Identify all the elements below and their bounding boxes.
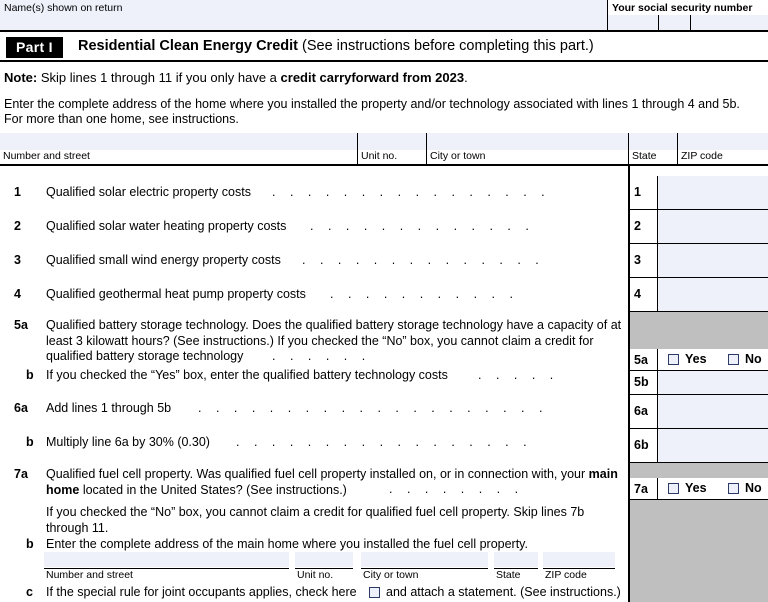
- address-instruction-line1: Enter the complete address of the home where you installed the property and/or technology associated with lines 1 through 4 and 5b.: [4, 97, 740, 111]
- line-5a-text-l1: Qualified battery storage technology. Does the qualified battery storage technology have a capacity of: [46, 318, 608, 332]
- fuel-cell-city-label: City or town: [363, 569, 419, 581]
- ssn-segment-1[interactable]: [608, 15, 659, 30]
- fuel-cell-unit-no-input[interactable]: [295, 552, 353, 567]
- note-prefix: Note:: [4, 70, 38, 85]
- line-4-number: 4: [14, 287, 21, 301]
- part-title: [78, 38, 594, 54]
- line-7c-text-before: If the special rule for joint occupants applies, check here: [46, 585, 357, 599]
- fuel-cell-state-label: State: [496, 569, 521, 581]
- line-4-leaders: . . . . . . . . . . .: [330, 287, 519, 301]
- line-1-leaders: . . . . . . . . . . . . . . . .: [272, 185, 551, 199]
- line-6a-box-number: 6a: [630, 395, 658, 429]
- line-3-text: Qualified small wind energy property costs: [46, 253, 281, 267]
- line-7a-yes-checkbox[interactable]: [668, 483, 679, 494]
- line-7c-text-after: and attach a statement. (See instructions.): [386, 585, 621, 599]
- line-5a-no-checkbox[interactable]: [728, 354, 739, 365]
- state-input[interactable]: [629, 133, 677, 150]
- line-5a-box-number: 5a: [630, 349, 658, 371]
- fuel-cell-unit-no-label: Unit no.: [297, 569, 334, 581]
- line-6b-text: Multiply line 6a by 30% (0.30): [46, 435, 210, 449]
- line-7a-main-home: main home: [46, 467, 618, 497]
- line-2-text: Qualified solar water heating property costs: [46, 219, 287, 233]
- line-5a-text-l2: at least 3 kilowatt hours? (See instructions.) If you checked the “No” box, you cannot claim a credit: [46, 318, 622, 348]
- line-7a-yes-no-group[interactable]: [658, 478, 768, 500]
- zip-code-field[interactable]: [678, 133, 768, 164]
- part-tag: Part I: [6, 37, 63, 58]
- line-7b-number: b: [26, 537, 34, 551]
- line-4-text: Qualified geothermal heat pump property costs: [46, 287, 306, 301]
- zip-code-input[interactable]: [678, 133, 768, 150]
- line-5a-yes-no-group[interactable]: [658, 349, 768, 371]
- line-4-box-number: 4: [630, 278, 658, 312]
- line-5b-leaders: . . . . .: [478, 368, 559, 382]
- line-2-amount-input[interactable]: [658, 210, 768, 244]
- fuel-cell-city-input[interactable]: [361, 552, 488, 567]
- line-7a-no-label: No: [745, 481, 762, 495]
- city-or-town-input[interactable]: [427, 133, 628, 150]
- number-street-label: Number and street: [3, 150, 90, 162]
- line-3-leaders: . . . . . . . . . . . . . .: [302, 253, 545, 267]
- line-6a-number: 6a: [14, 401, 28, 415]
- line-6b-leaders: . . . . . . . . . . . . . . . . .: [236, 435, 533, 449]
- header-band: [0, 0, 768, 32]
- note-row: [4, 70, 764, 85]
- line-7a-text-l1: Qualified fuel cell property. Was qualified fuel cell property installed on, or in connection with, your: [46, 467, 586, 481]
- line-7a-no-checkbox[interactable]: [728, 483, 739, 494]
- line-7a-text-l4: through 11.: [46, 520, 109, 535]
- line-2-box-number: 2: [630, 210, 658, 244]
- line-3-box-number: 3: [630, 244, 658, 278]
- unit-no-label: Unit no.: [361, 150, 398, 162]
- part-one-header: [0, 34, 768, 62]
- line-7a-box-number: 7a: [630, 478, 658, 500]
- name-on-return-input[interactable]: [0, 14, 607, 30]
- ssn-segment-2[interactable]: [659, 15, 692, 30]
- line-5b-box-number: 5b: [630, 371, 658, 395]
- line-7a-number: 7a: [14, 467, 28, 481]
- state-field[interactable]: [629, 133, 677, 164]
- line-3-amount-input[interactable]: [658, 244, 768, 278]
- line-5b-amount-input[interactable]: [658, 371, 768, 395]
- line-5a-yes-checkbox[interactable]: [668, 354, 679, 365]
- line-6b-box-number: 6b: [630, 429, 658, 463]
- number-street-input[interactable]: [0, 133, 357, 150]
- joint-occupants-checkbox[interactable]: [369, 587, 380, 598]
- line-2-leaders: . . . . . . . . . . . . .: [310, 219, 535, 233]
- fuel-cell-state-input[interactable]: [494, 552, 538, 567]
- line-1-text: Qualified solar electric property costs: [46, 185, 251, 199]
- line-6a-leaders: . . . . . . . . . . . . . . . . . . . .: [198, 401, 548, 415]
- line-5a-leaders: . . . . . .: [272, 349, 371, 363]
- line-7a-text-l2: located in the United States? (See instructions.): [79, 482, 347, 497]
- line-4-amount-input[interactable]: [658, 278, 768, 312]
- line-6b-number: b: [26, 435, 34, 449]
- line-7a-leaders: . . . . . . . .: [389, 482, 524, 496]
- fuel-cell-zip-input[interactable]: [543, 552, 615, 567]
- line-5a-no-label: No: [745, 352, 762, 366]
- note-text-before: Skip lines 1 through 11 if you only have a: [37, 70, 281, 85]
- zip-code-label: ZIP code: [681, 150, 723, 162]
- name-on-return-label: Name(s) shown on return: [4, 2, 123, 14]
- line-5a-shaded-area: [630, 312, 768, 349]
- state-label: State: [632, 150, 657, 162]
- line-7a-continued-text: [46, 505, 626, 536]
- line-5a-yes-label: Yes: [685, 352, 707, 366]
- unit-no-field[interactable]: [358, 133, 426, 164]
- number-street-field[interactable]: [0, 133, 357, 164]
- line-2-number: 2: [14, 219, 21, 233]
- line-5b-text: If you checked the “Yes” box, enter the qualified battery technology costs: [46, 368, 448, 382]
- line-5a-text-l3: for qualified battery storage technology: [46, 333, 594, 363]
- unit-no-input[interactable]: [358, 133, 426, 150]
- fuel-cell-number-street-input[interactable]: [44, 552, 289, 567]
- line-6a-amount-input[interactable]: [658, 395, 768, 429]
- line-6a-text: Add lines 1 through 5b: [46, 401, 172, 415]
- line-7a-yes-label: Yes: [685, 481, 707, 495]
- part-title-main: Residential Clean Energy Credit: [78, 38, 298, 54]
- note-text-after: .: [464, 70, 468, 85]
- ssn-label: Your social security number: [612, 2, 753, 14]
- line-1-number: 1: [14, 185, 21, 199]
- city-or-town-field[interactable]: [427, 133, 628, 164]
- line-1-box-number: 1: [630, 176, 658, 210]
- line-5a-number: 5a: [14, 318, 28, 332]
- note-bold: credit carryforward from 2023: [280, 70, 465, 85]
- ssn-segment-3[interactable]: [691, 15, 768, 30]
- line-3-number: 3: [14, 253, 21, 267]
- line-7a-text-l3: If you checked the “No” box, you cannot claim a credit for qualified fuel cell property. Skip lines 7b: [46, 505, 585, 519]
- city-or-town-label: City or town: [430, 150, 486, 162]
- name-on-return-field[interactable]: [0, 0, 608, 30]
- address-entry-band: [0, 133, 768, 166]
- line-7c-number: c: [26, 585, 33, 599]
- line-1-amount-input[interactable]: [658, 176, 768, 210]
- address-instruction: [4, 97, 760, 127]
- line-6b-amount-input[interactable]: [658, 429, 768, 463]
- fuel-cell-number-street-label: Number and street: [46, 569, 133, 581]
- part-title-instruction: (See instructions before completing this part.): [302, 38, 594, 54]
- line-7b-text: Enter the complete address of the main home where you installed the fuel cell property.: [46, 537, 528, 551]
- line-7a-shaded-area: [630, 463, 768, 478]
- lower-shaded-area: [630, 500, 768, 602]
- address-instruction-line2: For more than one home, see instructions.: [4, 112, 239, 126]
- line-7a-text: [46, 467, 626, 498]
- ssn-input-group[interactable]: [608, 15, 768, 30]
- ssn-field[interactable]: [608, 0, 768, 30]
- fuel-cell-zip-label: ZIP code: [545, 569, 587, 581]
- line-5b-number: b: [26, 368, 34, 382]
